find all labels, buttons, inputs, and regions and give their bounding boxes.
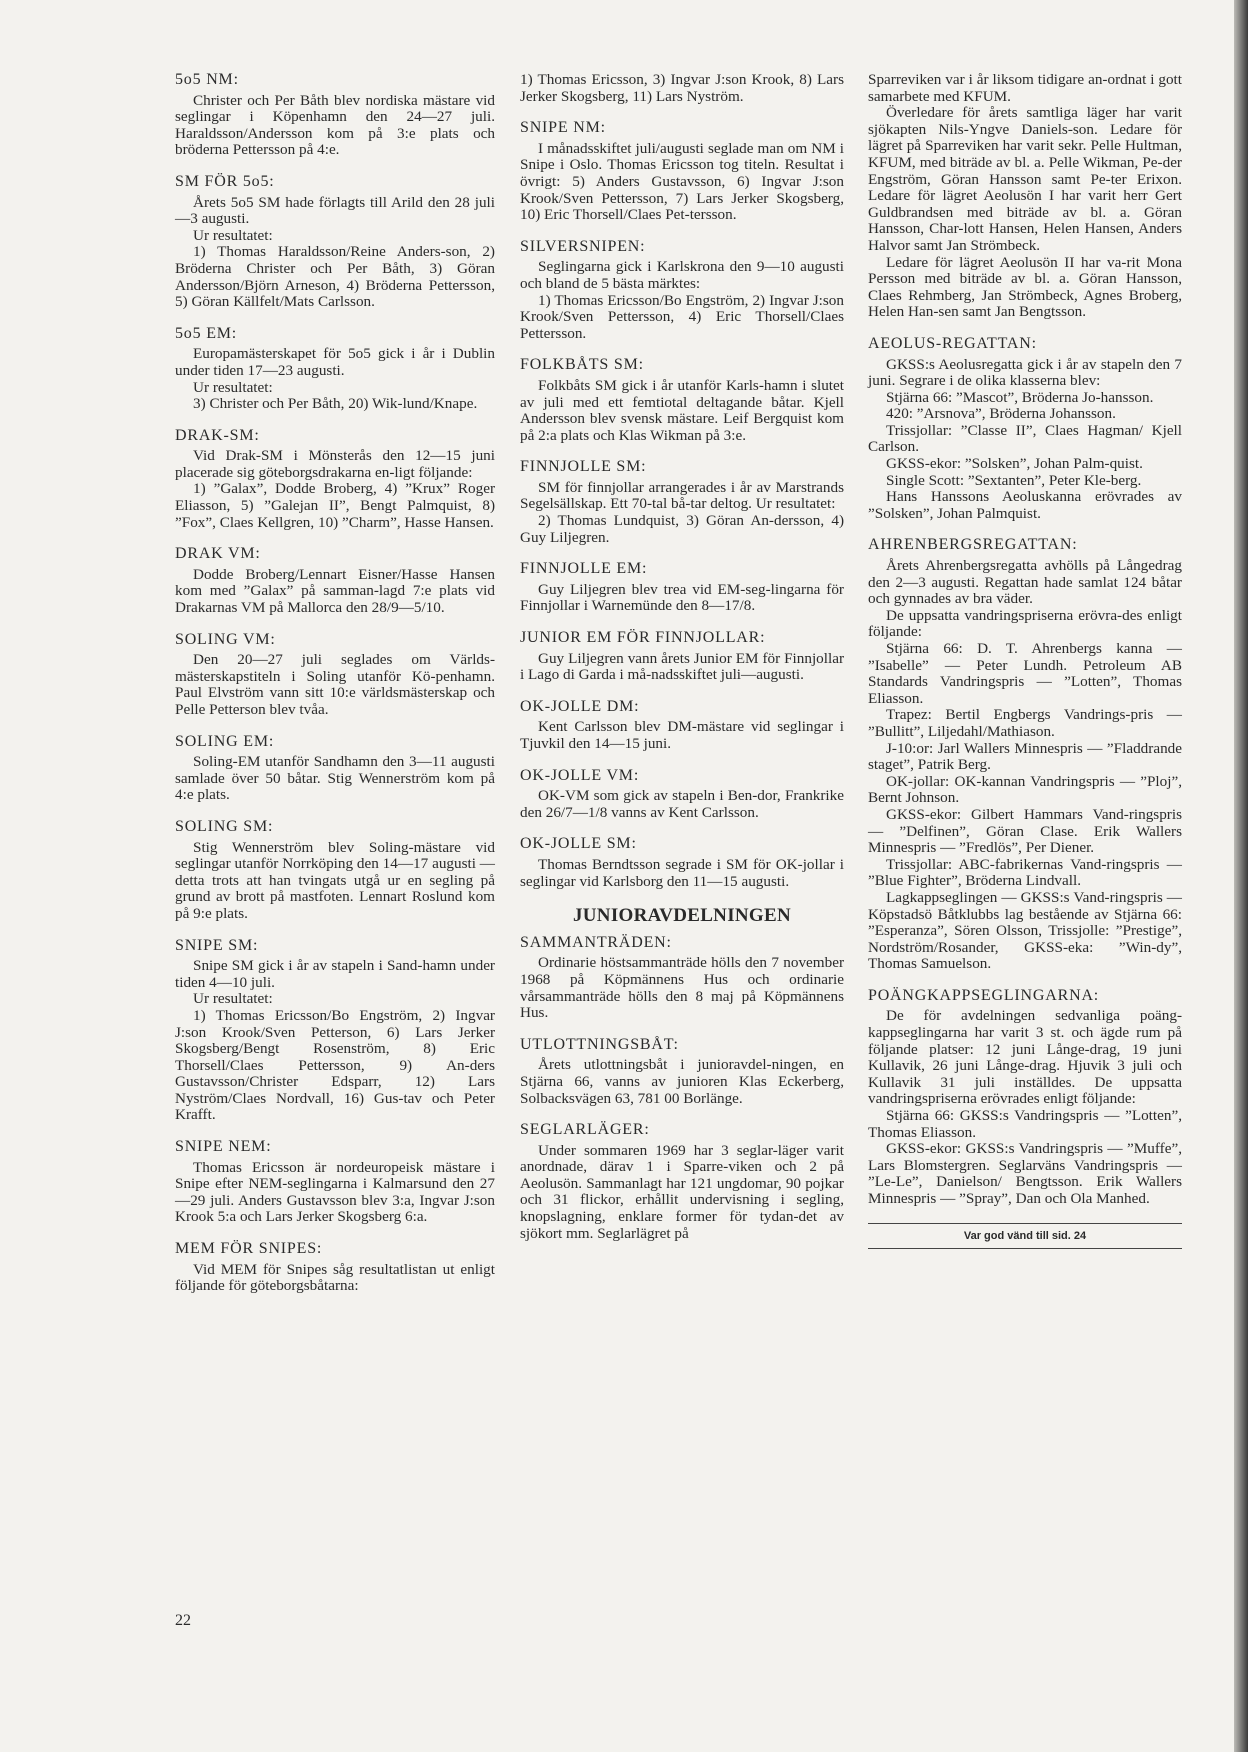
- column-1: [175, 72, 495, 1310]
- paragraph: Guy Liljegren vann årets Junior EM för Finnjollar i Lago di Garda i må-nadsskiftet juli—augusti.: [520, 649, 844, 684]
- section-heading: SM FÖR 5o5:: [175, 172, 275, 190]
- paragraph: J-10:or: Jarl Wallers Minnespris — ”Fladdrande staget”, Patrik Berg.: [868, 739, 1182, 774]
- paragraph: GKSS-ekor: Gilbert Hammars Vand-ringspris — ”Delfinen”, Göran Clase. Erik Wallers Minnespris — ”Fredlös”, Per Diener.: [868, 805, 1182, 857]
- article-section: [175, 326, 495, 413]
- paragraph: Christer och Per Båth blev nordiska mästare vid seglingar i Köpenhamn den 24—27 juli. Haraldsson/Andersson kom på 3:e plats och bröderna Pettersson på 4:e.: [175, 91, 495, 159]
- paragraph: Trissjollar: ABC-fabrikernas Vand-ringspris — ”Blue Fighter”, Bröderna Lindvall.: [868, 855, 1182, 890]
- section-heading: POÄNGKAPPSEGLINGARNA:: [868, 986, 1100, 1004]
- paragraph: Under sommaren 1969 har 3 seglar-läger varit anordnade, därav 1 i Sparre-viken och 2 på Aeolusön. Sammanlagt har 121 ungdomar, 90 pojkar och 31 flickor, erhållit undervisning i segling, knopslagning, enklare former för tydan-det av sjökort mm. Seglarlägret på: [520, 1141, 844, 1242]
- paragraph: Årets utlottningsbåt i junioravdel-ningen, en Stjärna 66, vanns av junioren Klas Eckerberg, Solbacksvägen 63, 781 00 Borlänge.: [520, 1056, 844, 1107]
- article-section: [175, 632, 495, 719]
- section-heading: SOLING VM:: [175, 630, 276, 648]
- paragraph: SM för finnjollar arrangerades i år av Marstrands Segelsällskap. Ett 70-tal bå-tar deltog. Ur resultatet:: [520, 478, 844, 513]
- section-heading: SOLING SM:: [175, 817, 274, 835]
- section-heading: MEM FÖR SNIPES:: [175, 1240, 323, 1258]
- article-section: [520, 935, 844, 1022]
- article-section: [520, 72, 844, 105]
- article-section: [520, 699, 844, 753]
- article-section: [520, 357, 844, 444]
- paragraph: Stjärna 66: ”Mascot”, Bröderna Jo-hansson.: [886, 388, 1154, 406]
- paragraph: 3) Christer och Per Båth, 20) Wik-lund/Knape.: [193, 395, 478, 413]
- section-heading: FINNJOLLE EM:: [520, 560, 648, 578]
- paragraph: Sparreviken var i år liksom tidigare an-ordnat i gott samarbete med KFUM.: [868, 71, 1182, 105]
- paragraph: Trapez: Bertil Engbergs Vandrings-pris — ”Bullitt”, Liljedahl/Mathiason.: [868, 706, 1182, 740]
- paragraph: 1) Thomas Ericsson/Bo Engström, 2) Ingvar J:son Krook/Sven Pettersson, 4) Eric Thorsell/Claes Pettersson.: [520, 291, 844, 342]
- article-section: [175, 819, 495, 923]
- article-section: [175, 1139, 495, 1226]
- paragraph: 1) Thomas Ericsson, 3) Ingvar J:son Krook, 8) Lars Jerker Skogsberg, 11) Lars Nyström.: [520, 71, 844, 105]
- section-heading: OK-JOLLE SM:: [520, 835, 637, 853]
- section-banner: JUNIORAVDELNINGEN: [572, 905, 791, 927]
- column-2: [520, 72, 844, 1257]
- article-section: [175, 1241, 495, 1295]
- paragraph: 2) Thomas Lundquist, 3) Göran An-dersson, 4) Guy Liljegren.: [520, 512, 844, 546]
- paragraph: Seglingarna gick i Karlskrona den 9—10 augusti och bland de 5 bästa märktes:: [520, 258, 844, 292]
- section-heading: FOLKBÅTS SM:: [520, 356, 644, 374]
- section-heading: OK-JOLLE VM:: [520, 766, 640, 784]
- paragraph: Soling-EM utanför Sandhamn den 3—11 augusti samlade över 50 båtar. Stig Wennerström kom på 4:e plats.: [175, 753, 495, 804]
- section-heading: 5o5 NM:: [175, 71, 239, 88]
- paragraph: 1) Thomas Ericsson/Bo Engström, 2) Ingvar J:son Krook/Sven Petterson, 6) Lars Jerker Skogsberg/Bengt Rosenström, 8) Eric Thorsell/Claes Pettersson, 9) An-ders Gustavsson/Christer Edsparr, 12) Lars Nyström/Claes Nordvall, 16) Gus-tav och Peter Krafft.: [175, 1006, 495, 1124]
- paragraph: Stjärna 66: GKSS:s Vandringspris — ”Lotten”, Thomas Eliasson.: [868, 1107, 1182, 1141]
- paragraph: Stig Wennerström blev Soling-mästare vid seglingar utanför Norrköping den 14—17 augusti — detta trots att han tvingats utgå ur en segling på grund av brott på mastfoten. Lennart Roslund kom på 9:e plats.: [175, 838, 495, 922]
- article-section: [520, 239, 844, 343]
- article-section: [175, 546, 495, 616]
- article-section: [175, 734, 495, 804]
- paragraph: GKSS:s Aeolusregatta gick i år av stapeln den 7 juni. Segrare i de olika klasserna blev:: [868, 355, 1182, 390]
- paragraph: Thomas Ericsson är nordeuropeisk mästare i Snipe efter NEM-seglingarna i Kalmarsund den 27—29 juli. Anders Gustavsson blev 3:a, Ingvar J:son Krook 5:a och Lars Jerker Skogsberg 6:a.: [175, 1158, 495, 1226]
- section-heading: DRAK VM:: [175, 545, 261, 563]
- paragraph: Europamästerskapet för 5o5 gick i år i Dublin under tiden 17—23 augusti.: [175, 345, 495, 379]
- paragraph: Ur resultatet:: [193, 378, 273, 396]
- paragraph: Ur resultatet:: [193, 226, 273, 244]
- paragraph: De för avdelningen sedvanliga poäng-kappseglingarna har varit 3 st. och ägde rum på följande platser: 12 juni Långe-drag, 19 juni Kullavik, 26 juni Långe-drag. Hjuvik 3 juli och Kullavik 31 juli inställdes. De uppsatta vandringspriserna erövrades enligt följande:: [868, 1007, 1182, 1108]
- article-section: [175, 428, 495, 532]
- paragraph: 1) Thomas Haraldsson/Reine Anders-son, 2) Bröderna Christer och Per Båth, 3) Göran Andersson/Björn Arneson, 4) Bröderna Pettersson, 5) Göran Källfelt/Mats Carlsson.: [175, 243, 495, 311]
- article-section: [520, 120, 844, 224]
- section-heading: AEOLUS-REGATTAN:: [868, 334, 1037, 352]
- article-section: [175, 174, 495, 311]
- section-heading: SOLING EM:: [175, 732, 275, 750]
- article-section: [520, 561, 844, 615]
- section-heading: OK-JOLLE DM:: [520, 697, 640, 715]
- paragraph: OK-VM som gick av stapeln i Ben-dor, Frankrike den 26/7—1/8 vanns av Kent Carlsson.: [520, 787, 844, 821]
- paragraph: Folkbåts SM gick i år utanför Karls-hamn i slutet av juli med ett femtiotal deltagande båtar. Kjell Andersson blev svensk mästare. Leif Bergquist kom på 2:a plats och Klas Wikman på 3:e.: [520, 376, 844, 444]
- paragraph: GKSS-ekor: ”Solsken”, Johan Palm-quist.: [886, 455, 1143, 473]
- section-heading: UTLOTTNINGSBÅT:: [520, 1035, 679, 1053]
- section-heading: SILVERSNIPEN:: [520, 237, 646, 255]
- article-section: [520, 836, 844, 890]
- page-edge-shadow: [1234, 0, 1248, 1752]
- section-heading: JUNIOR EM FÖR FINNJOLLAR:: [520, 629, 766, 647]
- paragraph: Ledare för lägret Aeolusön II har va-rit Mona Persson med biträde av bl. a. Göran Hansson, Claes Rehmberg, Jan Strömbeck, Agnes Broberg, Helen Han-sen samt Jan Bengtsson.: [868, 253, 1182, 321]
- page-number: 22: [175, 1612, 191, 1629]
- article-section: [175, 72, 495, 159]
- paragraph: Guy Liljegren blev trea vid EM-seg-lingarna för Finnjollar i Warnemünde den 8—17/8.: [520, 580, 844, 615]
- paragraph: 1) ”Galax”, Dodde Broberg, 4) ”Krux” Roger Eliasson, 5) ”Galejan II”, Bengt Palmquist, 8) ”Fox”, Claes Kellgren, 10) ”Charm”, Hasse Hansen.: [175, 480, 495, 531]
- paragraph: GKSS-ekor: GKSS:s Vandringspris — ”Muffe”, Lars Blomstergren. Seglarväns Vandringspris — ”Le-Le”, Danielson/ Bengtsson. Erik Wallers Minnespris — ”Spray”, Dan och Ola Manhed.: [868, 1140, 1182, 1207]
- article-section: [520, 768, 844, 822]
- paragraph: Stjärna 66: D. T. Ahrenbergs kanna — ”Isabelle” — Peter Lundh. Petroleum AB Standards Vandringspris — ”Lotten”, Thomas Eliasson.: [868, 640, 1182, 707]
- section-heading: SNIPE NEM:: [175, 1138, 272, 1156]
- paragraph: Årets Ahrenbergsregatta avhölls på Långedrag den 2—3 augusti. Regattan hade samlat 124 båtar och gynnades av bra väder.: [868, 557, 1182, 608]
- article-section: [520, 459, 844, 546]
- column-3: [868, 72, 1182, 1249]
- paragraph: Ur resultatet:: [193, 990, 273, 1008]
- paragraph: Single Scott: ”Sextanten”, Peter Kle-berg.: [886, 471, 1142, 489]
- paragraph: Lagkappseglingen — GKSS:s Vand-ringspris — Köpstadsö Båtklubbs lag bestående av Stjärna 66: ”Esperanza”, Sören Olsson, Trissjolle: ”Prestige”, Nordström/Rosander, GKSS-eka: ”Win-dy”, Thomas Samuelson.: [868, 888, 1182, 973]
- paragraph: Den 20—27 juli seglades om Världs-mästerskapstiteln i Soling utanför Kö-penhamn. Paul Elvström vann sitt 10:e världsmästerskap och Pelle Petterson blev tvåa.: [175, 651, 495, 718]
- article-section: [868, 72, 1182, 321]
- paragraph: I månadsskiftet juli/augusti seglade man om NM i Snipe i Oslo. Thomas Ericsson tog titeln. Resultat i övrigt: 5) Anders Gustavsson, 6) Ingvar J:son Krook/Sven Pettersson, 7) Lars Jerker Skogsberg, 10) Eric Thorsell/Claes Pet-tersson.: [520, 139, 844, 224]
- article-section: [520, 630, 844, 684]
- article-section: [175, 938, 495, 1125]
- article-section: [868, 537, 1182, 972]
- section-heading: 5o5 EM:: [175, 324, 238, 342]
- article-section: [520, 1122, 844, 1242]
- paragraph: Dodde Broberg/Lennart Eisner/Hasse Hansen kom med ”Galax” på samman-lagd 7:e plats vid Drakarnas VM på Mallorca den 28/9—5/10.: [175, 565, 495, 617]
- section-heading: DRAK-SM:: [175, 426, 260, 444]
- paragraph: De uppsatta vandringspriserna erövra-des enligt följande:: [868, 606, 1182, 641]
- paragraph: Snipe SM gick i år av stapeln i Sand-hamn under tiden 4—10 juli.: [175, 957, 495, 991]
- article-section: [520, 1037, 844, 1107]
- paragraph: 420: ”Arsnova”, Bröderna Johansson.: [886, 405, 1116, 423]
- paragraph: Kent Carlsson blev DM-mästare vid seglingar i Tjuvkil den 14—15 juni.: [520, 718, 844, 752]
- article-section: [868, 988, 1182, 1208]
- section-heading: AHRENBERGSREGATTAN:: [868, 536, 1078, 554]
- paragraph: OK-jollar: OK-kannan Vandringspris — ”Ploj”, Bernt Johnson.: [868, 772, 1182, 807]
- article-section: [868, 336, 1182, 523]
- section-heading: FINNJOLLE SM:: [520, 458, 647, 476]
- paragraph: Vid MEM för Snipes såg resultatlistan ut enligt följande för göteborgsbåtarna:: [175, 1260, 495, 1295]
- paragraph: Trissjollar: ”Classe II”, Claes Hagman/ Kjell Carlson.: [868, 421, 1182, 456]
- paragraph: Överledare för årets samtliga läger har varit sjökapten Nils-Yngve Daniels-son. Ledare för lägret på Sparreviken har varit sekr. Pelle Hultman, KFUM, med biträde av bl. a. Pelle Wikman, Pe-der Engström, Göran Hansson samt Pe-ter Erixon. Ledare för lägret Aeolusön I har varit herr Gert Guldbrandsen med biträde av bl. a. Göran Hansson, Char-lott Hansen, Helen Hansen, Anders Halvor samt Jan Strömbeck.: [868, 104, 1182, 254]
- section-heading: SAMMANTRÄDEN:: [520, 933, 672, 951]
- paragraph: Ordinarie höstsammanträde hölls den 7 november 1968 på Köpmännens Hus och ordinarie vårsammanträde hölls den 8 maj på Köpmännens Hus.: [520, 954, 844, 1022]
- paragraph: Hans Hanssons Aeoluskanna erövrades av ”Solsken”, Johan Palmquist.: [868, 488, 1182, 522]
- section-heading: SNIPE NM:: [520, 119, 606, 137]
- continued-note: Var god vänd till sid. 24: [868, 1223, 1182, 1250]
- section-heading: SNIPE SM:: [175, 936, 259, 954]
- section-heading: SEGLARLÄGER:: [520, 1121, 650, 1139]
- paragraph: Thomas Berndtsson segrade i SM för OK-jollar i seglingar vid Karlsborg den 11—15 augusti.: [520, 855, 844, 890]
- paragraph: Årets 5o5 SM hade förlagts till Arild den 28 juli—3 augusti.: [175, 193, 495, 228]
- paragraph: Vid Drak-SM i Mönsterås den 12—15 juni placerade sig göteborgsdrakarna en-ligt följande:: [175, 447, 495, 481]
